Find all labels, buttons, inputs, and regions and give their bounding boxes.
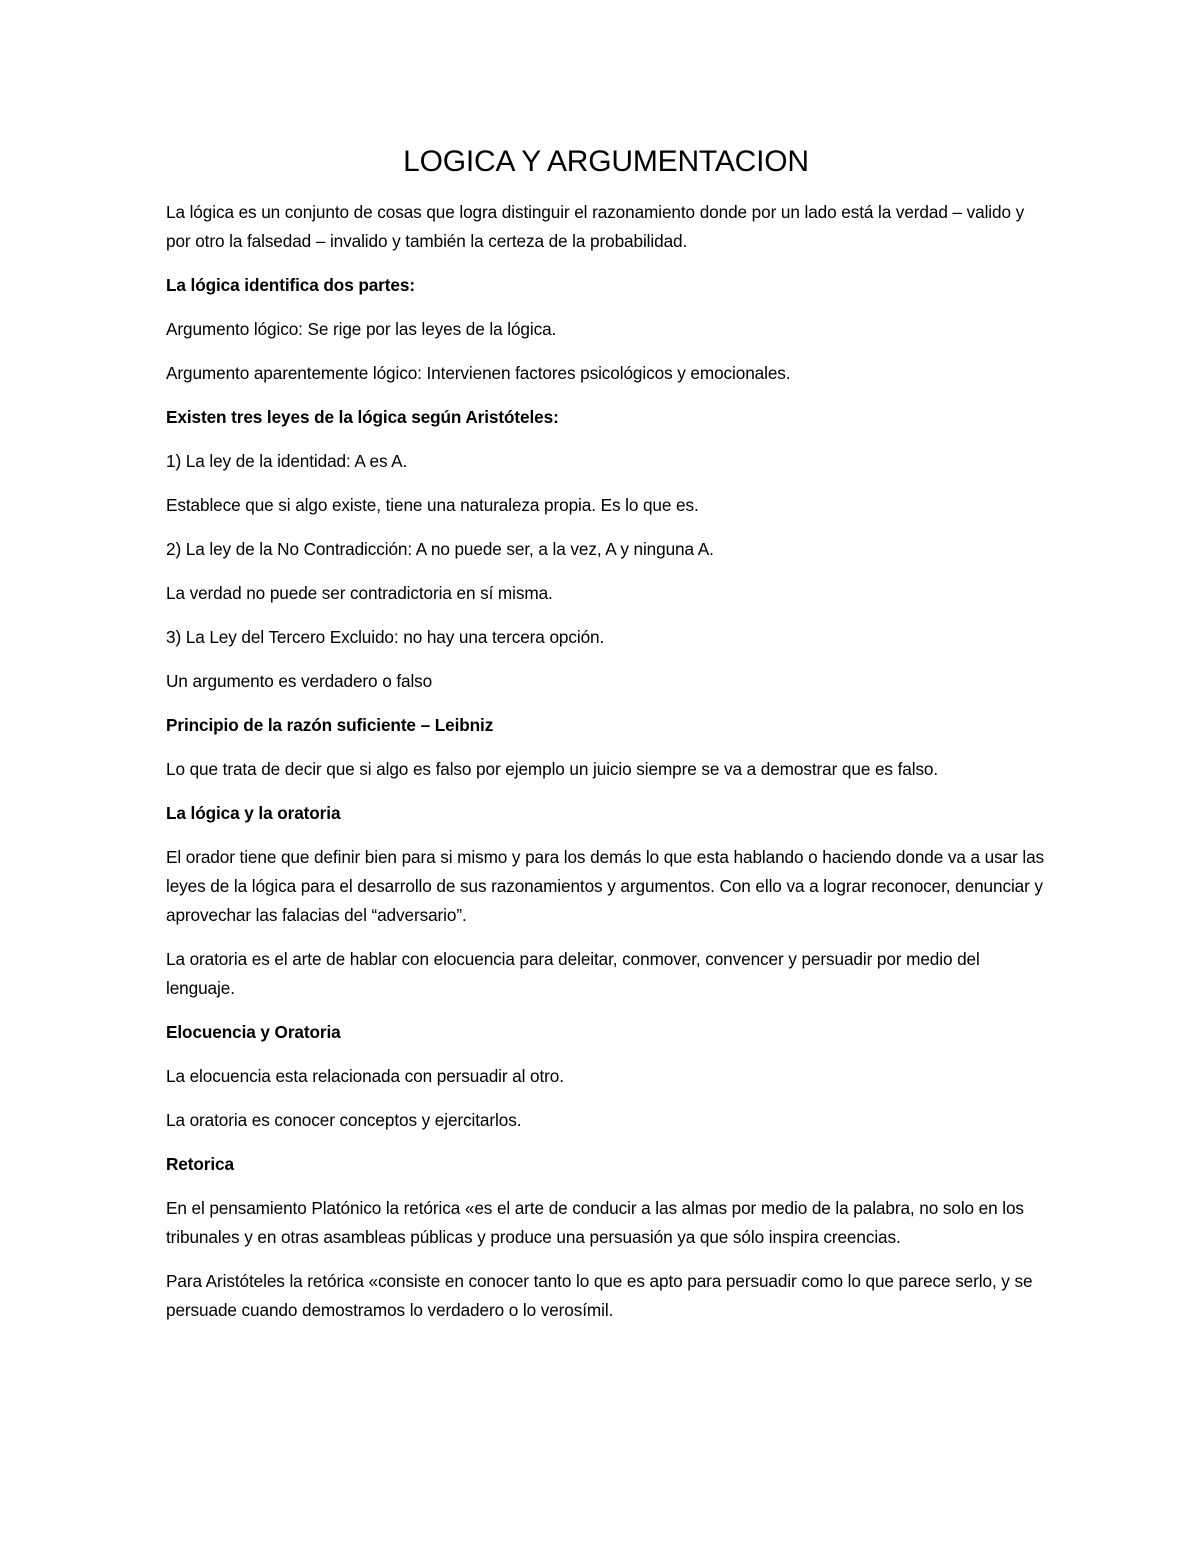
paragraph: La oratoria es conocer conceptos y ejercitarlos. <box>166 1110 522 1130</box>
paragraph: Lo que trata de decir que si algo es falso por ejemplo un juicio siempre se va a demostrar que es falso. <box>166 759 939 779</box>
paragraph-list <box>166 198 1046 1325</box>
section-heading: Existen tres leyes de la lógica según Aristóteles: <box>166 407 559 427</box>
paragraph: Un argumento es verdadero o falso <box>166 671 433 691</box>
section-heading: Retorica <box>166 1154 234 1174</box>
paragraph: Establece que si algo existe, tiene una naturaleza propia. Es lo que es. <box>166 495 699 515</box>
paragraph: La elocuencia esta relacionada con persuadir al otro. <box>166 1066 564 1086</box>
paragraph: 3) La Ley del Tercero Excluido: no hay una tercera opción. <box>166 627 605 647</box>
paragraph: Argumento lógico: Se rige por las leyes de la lógica. <box>166 319 557 339</box>
paragraph: Para Aristóteles la retórica «consiste en conocer tanto lo que es apto para persuadir como lo que parece serlo, y se persuade cuando demostramos lo verdadero o lo verosímil. <box>166 1271 1033 1320</box>
section-heading: La lógica identifica dos partes: <box>166 275 415 295</box>
paragraph: En el pensamiento Platónico la retórica «es el arte de conducir a las almas por medio de la palabra, no solo en los tribunales y en otras asambleas públicas y produce una persuasión ya que sólo inspira creencias. <box>166 1198 1024 1247</box>
paragraph: La lógica es un conjunto de cosas que logra distinguir el razonamiento donde por un lado está la verdad – valido y por otro la falsedad – invalido y también la certeza de la probabilidad. <box>166 202 1025 251</box>
paragraph: La oratoria es el arte de hablar con elocuencia para deleitar, conmover, convencer y persuadir por medio del lenguaje. <box>166 949 980 998</box>
paragraph: 2) La ley de la No Contradicción: A no puede ser, a la vez, A y ninguna A. <box>166 539 714 559</box>
paragraph: El orador tiene que definir bien para si mismo y para los demás lo que esta hablando o haciendo donde va a usar las leyes de la lógica para el desarrollo de sus razonamientos y argumentos. Con ello va a lograr reconocer, denunciar y aprovechar las falacias del “adversario”. <box>166 847 1045 925</box>
document-body <box>166 140 1046 1340</box>
paragraph: Argumento aparentemente lógico: Intervienen factores psicológicos y emocionales. <box>166 363 791 383</box>
paragraph: La verdad no puede ser contradictoria en sí misma. <box>166 583 553 603</box>
section-heading: Elocuencia y Oratoria <box>166 1022 341 1042</box>
section-heading: Principio de la razón suficiente – Leibniz <box>166 715 494 735</box>
paragraph: 1) La ley de la identidad: A es A. <box>166 451 408 471</box>
section-heading: La lógica y la oratoria <box>166 803 341 823</box>
document-title: LOGICA Y ARGUMENTACION <box>403 145 809 178</box>
